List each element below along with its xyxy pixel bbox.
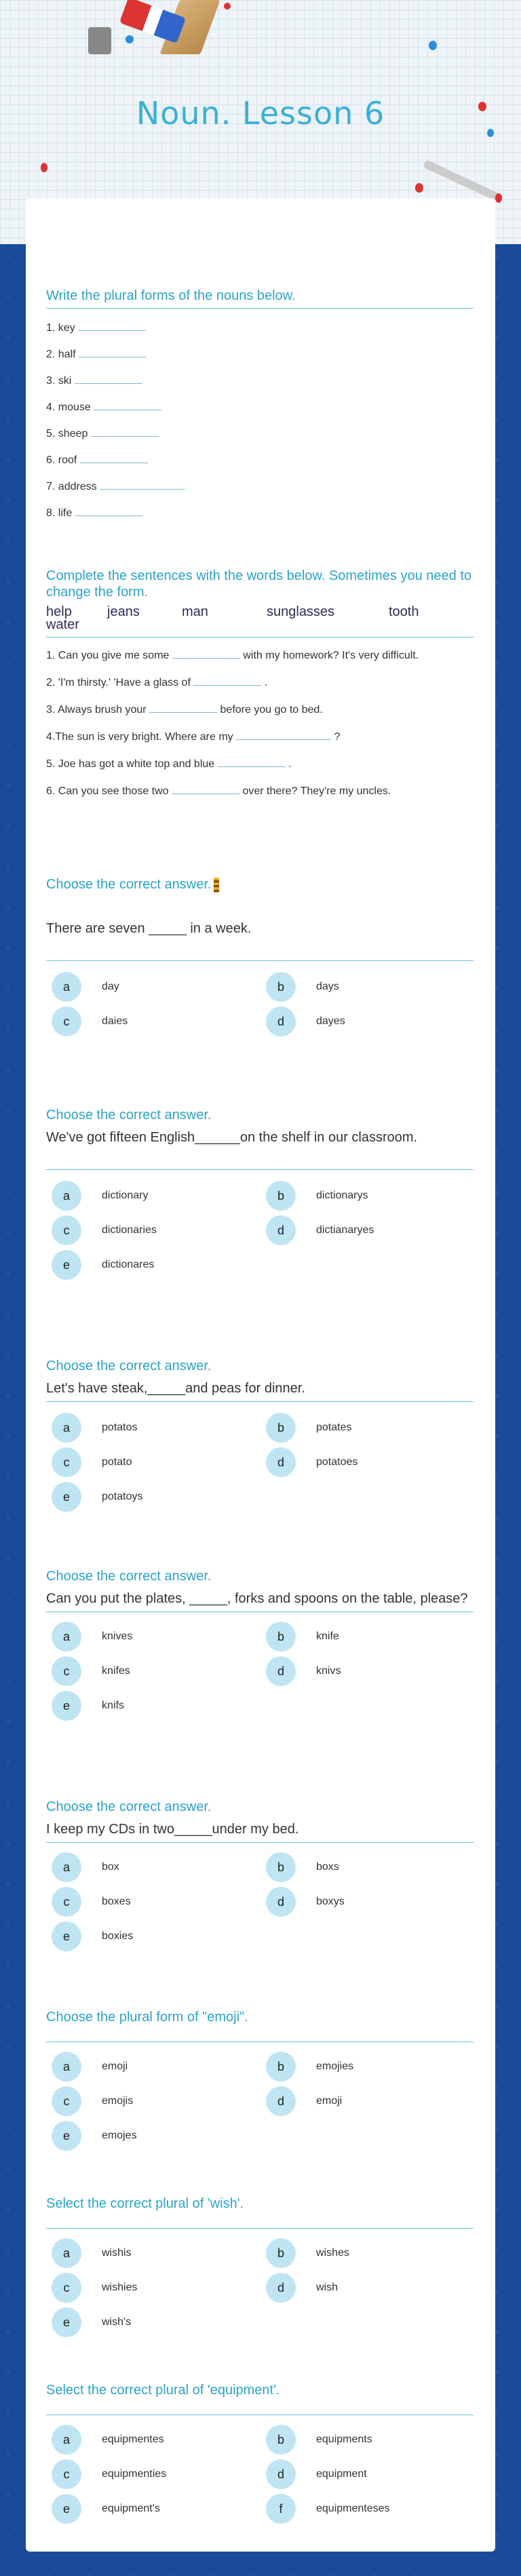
answer-blank[interactable]	[91, 427, 159, 437]
question-prompt: There are seven _____ in a week.	[46, 921, 252, 936]
choice-a[interactable]	[52, 2425, 164, 2455]
sentence	[46, 756, 474, 773]
item-label: 1. key	[46, 322, 75, 334]
choice-letter-badge: c	[52, 1656, 81, 1686]
choice-text: boxies	[102, 1930, 134, 1942]
choice-text: equipments	[316, 2434, 372, 2445]
choice-letter-badge: d	[266, 1007, 296, 1036]
choice-text: emoji	[102, 2061, 128, 2072]
choice-a[interactable]	[52, 1413, 137, 1443]
choice-b[interactable]	[266, 1852, 339, 1882]
choice-letter-badge: d	[266, 2459, 296, 2489]
choice-letter-badge: e	[52, 1691, 81, 1721]
question-title: Complete the sentences with the words below. Sometimes you need to change the form.	[46, 568, 472, 600]
question-title: Write the plural forms of the nouns below.	[46, 288, 296, 303]
answer-blank[interactable]	[80, 454, 148, 463]
question-title: Select the correct plural of 'wish'.	[46, 2196, 244, 2211]
choice-letter-badge: b	[266, 2425, 296, 2455]
question-3	[46, 876, 474, 1036]
choice-text: emoji	[316, 2095, 343, 2107]
sentence-start: 4.The sun is very bright. Where are my	[46, 731, 233, 743]
item-label: 3. ski	[46, 375, 72, 387]
choice-d[interactable]	[266, 2273, 338, 2303]
choice-text: dictianaryes	[316, 1224, 374, 1236]
choice-b[interactable]	[266, 2425, 372, 2455]
sentence-start: 2. 'I'm thirsty.' 'Have a glass of	[46, 677, 191, 688]
list-item	[46, 507, 474, 520]
answer-blank[interactable]	[78, 321, 146, 331]
sentence-start: 6. Can you see those two	[46, 785, 169, 797]
choice-letter-badge: c	[52, 1447, 81, 1477]
choice-text: equipment's	[102, 2503, 160, 2514]
choice-letter-badge: e	[52, 1250, 81, 1280]
choice-text: knifs	[102, 1700, 124, 1711]
choice-d[interactable]	[266, 2459, 367, 2489]
word-bank-item: help	[46, 604, 72, 619]
choice-text: dictionaries	[102, 1224, 157, 1236]
question-title: Choose the correct answer.	[46, 1799, 212, 1814]
answer-choices	[46, 2042, 474, 2151]
choice-text: potatoys	[102, 1491, 143, 1502]
question-prompt: We've got fifteen English______on the shelf in our classroom.	[46, 1130, 418, 1145]
choice-letter-badge: b	[266, 972, 296, 1002]
choice-text: knivs	[316, 1665, 341, 1677]
answer-blank[interactable]	[75, 507, 143, 516]
list-item	[46, 374, 474, 388]
choice-text: dictionarys	[316, 1190, 368, 1201]
pin-icon	[214, 878, 219, 893]
choice-c[interactable]	[52, 1656, 130, 1686]
choice-letter-badge: a	[52, 1622, 81, 1652]
choice-letter-badge: a	[52, 2052, 81, 2082]
choice-text: knives	[102, 1631, 133, 1642]
choice-c[interactable]	[52, 2273, 137, 2303]
choice-letter-badge: d	[266, 1656, 296, 1686]
choice-letter-badge: d	[266, 2086, 296, 2116]
choice-e[interactable]	[52, 1921, 133, 1951]
list-item	[46, 480, 474, 494]
item-label: 2. half	[46, 349, 76, 360]
choice-letter-badge: d	[266, 1887, 296, 1917]
worksheet-card	[26, 198, 495, 2552]
choice-text: boxys	[316, 1896, 345, 1907]
choice-text: wish's	[102, 2316, 132, 2328]
choice-e[interactable]	[52, 2307, 131, 2337]
question-prompt: Let's have steak,_____and peas for dinner.	[46, 1381, 305, 1396]
word-bank-item: water	[46, 617, 79, 632]
answer-blank[interactable]	[193, 676, 261, 686]
item-label: 8. life	[46, 507, 73, 519]
choice-c[interactable]	[52, 1215, 157, 1245]
answer-choices	[46, 1843, 474, 1951]
choice-text: day	[102, 981, 119, 992]
answer-choices	[46, 1402, 474, 1510]
sentence	[46, 647, 474, 665]
choice-letter-badge: d	[266, 1447, 296, 1477]
choice-b[interactable]	[266, 2052, 353, 2082]
list-item	[46, 427, 474, 441]
sentence	[46, 674, 474, 692]
word-bank-item: tooth	[389, 604, 419, 619]
choice-a[interactable]	[52, 972, 119, 1002]
question-2	[46, 568, 474, 800]
choice-letter-badge: a	[52, 972, 81, 1002]
choice-text: wishes	[316, 2247, 349, 2259]
choice-letter-badge: b	[266, 1852, 296, 1882]
word-bank	[46, 604, 474, 620]
sentence-start: 5. Joe has got a white top and blue	[46, 758, 215, 770]
choice-c[interactable]	[52, 1447, 132, 1477]
question-title: Choose the plural form of "emoji".	[46, 2010, 248, 2025]
choice-a[interactable]	[52, 1622, 132, 1652]
sentence	[46, 728, 474, 746]
choice-text: wishis	[102, 2247, 132, 2259]
choice-text: dayes	[316, 1015, 345, 1027]
choice-letter-badge: f	[266, 2494, 296, 2524]
choice-text: potatoes	[316, 1456, 358, 1468]
choice-letter-badge: e	[52, 2121, 81, 2151]
sentence-start: 1. Can you give me some	[46, 650, 170, 661]
choice-a[interactable]	[52, 2052, 128, 2082]
choice-f[interactable]	[266, 2494, 390, 2524]
choice-letter-badge: a	[52, 1413, 81, 1443]
question-9	[46, 2196, 474, 2337]
sentence-end: .	[264, 677, 268, 688]
sentence-end: .	[288, 758, 292, 770]
answer-blank[interactable]	[218, 758, 286, 767]
choice-d[interactable]	[266, 1656, 341, 1686]
answer-choices	[46, 1170, 474, 1279]
question-title: Choose the correct answer.	[46, 1108, 212, 1123]
answer-choices	[46, 961, 474, 1036]
choice-letter-badge: d	[266, 2273, 296, 2303]
choice-d[interactable]	[266, 1887, 345, 1917]
choice-e[interactable]	[52, 2494, 160, 2524]
decor-dot	[495, 193, 502, 203]
choice-text: equipmenteses	[316, 2503, 390, 2514]
sentence-end: with my homework? It's very difficult.	[243, 650, 419, 661]
choice-text: equipmentes	[102, 2434, 164, 2445]
list-item	[46, 401, 474, 414]
choice-letter-badge: e	[52, 2494, 81, 2524]
choice-letter-badge: b	[266, 1413, 296, 1443]
choice-a[interactable]	[52, 2238, 132, 2268]
decor-dot	[224, 3, 231, 9]
question-7	[46, 1799, 474, 1951]
choice-b[interactable]	[266, 1413, 351, 1443]
divider	[46, 637, 474, 638]
choice-c[interactable]	[52, 2459, 166, 2489]
choice-text: days	[316, 981, 339, 992]
choice-letter-badge: c	[52, 2273, 81, 2303]
question-5	[46, 1358, 474, 1510]
list-item	[46, 454, 474, 467]
word-bank-item: jeans	[107, 604, 140, 619]
choice-text: wishies	[102, 2282, 138, 2293]
choice-letter-badge: a	[52, 1181, 81, 1211]
choice-e[interactable]	[52, 1250, 154, 1280]
question-title: Choose the correct answer.	[46, 1359, 212, 1373]
choice-letter-badge: d	[266, 1215, 296, 1245]
decor-dot	[429, 41, 437, 50]
choice-letter-badge: e	[52, 2307, 81, 2337]
choice-letter-badge: c	[52, 2459, 81, 2489]
choice-text: equipmenties	[102, 2468, 167, 2480]
question-10	[46, 2382, 474, 2531]
question-title: Select the correct plural of 'equipment'.	[46, 2383, 280, 2398]
question-1	[46, 288, 474, 520]
choice-a[interactable]	[52, 1852, 119, 1882]
answer-blank[interactable]	[75, 374, 142, 384]
choice-d[interactable]	[266, 1215, 374, 1245]
choice-text: equipment	[316, 2468, 367, 2480]
choice-letter-badge: e	[52, 1921, 81, 1951]
sentence	[46, 701, 474, 719]
decor-dot	[415, 183, 423, 193]
sentence-end: ?	[334, 731, 341, 743]
item-label: 7. address	[46, 481, 97, 492]
choice-text: box	[102, 1861, 119, 1873]
page-title: Noun. Lesson 6	[136, 95, 385, 132]
choice-letter-badge: a	[52, 2238, 81, 2268]
choice-e[interactable]	[52, 2121, 137, 2151]
choice-letter-badge: b	[266, 2238, 296, 2268]
answer-blank[interactable]	[94, 401, 161, 410]
choice-d[interactable]	[266, 1447, 358, 1477]
question-4	[46, 1107, 474, 1279]
choice-letter-badge: c	[52, 2086, 81, 2116]
item-label: 6. roof	[46, 454, 77, 466]
choice-text: dictionares	[102, 1259, 155, 1270]
sentence-start: 3. Always brush your	[46, 704, 147, 716]
choice-text: emojies	[316, 2061, 354, 2072]
question-title	[46, 876, 474, 893]
sentence-end: before you go to bed.	[220, 704, 323, 716]
choice-text: emojis	[102, 2095, 134, 2107]
item-label: 4. mouse	[46, 402, 91, 413]
divider	[46, 308, 474, 309]
choice-letter-badge: a	[52, 1852, 81, 1882]
choice-b[interactable]	[266, 1622, 339, 1652]
decor-dot	[41, 163, 47, 172]
choice-text: wish	[316, 2282, 339, 2293]
choice-text: potates	[316, 1422, 352, 1433]
answer-choices	[46, 2415, 474, 2531]
answer-blank[interactable]	[100, 480, 185, 490]
choice-c[interactable]	[52, 1887, 131, 1917]
choice-letter-badge: c	[52, 1887, 81, 1917]
choice-letter-badge: a	[52, 2425, 81, 2455]
choice-letter-badge: b	[266, 1622, 296, 1652]
word-bank-item: man	[182, 604, 208, 619]
choice-letter-badge: e	[52, 1482, 81, 1512]
choice-text: boxes	[102, 1896, 131, 1907]
choice-c[interactable]	[52, 1007, 128, 1036]
choice-a[interactable]	[52, 1181, 148, 1211]
item-label: 5. sheep	[46, 428, 88, 440]
word-bank-item: sunglasses	[267, 604, 335, 619]
question-prompt: Can you put the plates, _____, forks and spoons on the table, please?	[46, 1591, 468, 1606]
choice-e[interactable]	[52, 1482, 142, 1512]
choice-d[interactable]	[266, 2086, 342, 2116]
answer-blank[interactable]	[236, 730, 331, 740]
list-item	[46, 321, 474, 335]
question-title: Choose the correct answer.	[46, 1569, 212, 1584]
choice-text: boxs	[316, 1861, 339, 1873]
answer-choices	[46, 1612, 474, 1721]
question-8	[46, 2009, 474, 2151]
choice-b[interactable]	[266, 972, 339, 1002]
choice-letter-badge: c	[52, 1007, 81, 1036]
question-title-text: Choose the correct answer.	[46, 877, 212, 892]
choice-text: dictionary	[102, 1190, 149, 1201]
choice-b[interactable]	[266, 2238, 349, 2268]
choice-c[interactable]	[52, 2086, 133, 2116]
choice-text: knifes	[102, 1665, 130, 1677]
list-item	[46, 348, 474, 362]
answer-blank[interactable]	[149, 703, 217, 713]
answer-choices	[46, 2229, 474, 2337]
sentence	[46, 783, 474, 800]
answer-blank[interactable]	[172, 649, 240, 659]
choice-text: potato	[102, 1456, 132, 1468]
choice-text: emojes	[102, 2130, 137, 2141]
choice-e[interactable]	[52, 1691, 124, 1721]
sharpener-decoration	[88, 27, 111, 54]
choice-d[interactable]	[266, 1007, 345, 1036]
answer-blank[interactable]	[79, 348, 147, 357]
choice-letter-badge: c	[52, 1215, 81, 1245]
decor-dot	[126, 35, 134, 43]
choice-b[interactable]	[266, 1181, 368, 1211]
answer-blank[interactable]	[172, 785, 239, 794]
choice-letter-badge: b	[266, 1181, 296, 1211]
choice-letter-badge: b	[266, 2052, 296, 2082]
question-6	[46, 1568, 474, 1721]
question-prompt: I keep my CDs in two_____under my bed.	[46, 1822, 299, 1837]
choice-text: potatos	[102, 1422, 138, 1433]
choice-text: knife	[316, 1631, 339, 1642]
choice-text: daies	[102, 1015, 128, 1027]
sentence-end: over there? They're my uncles.	[242, 785, 391, 797]
